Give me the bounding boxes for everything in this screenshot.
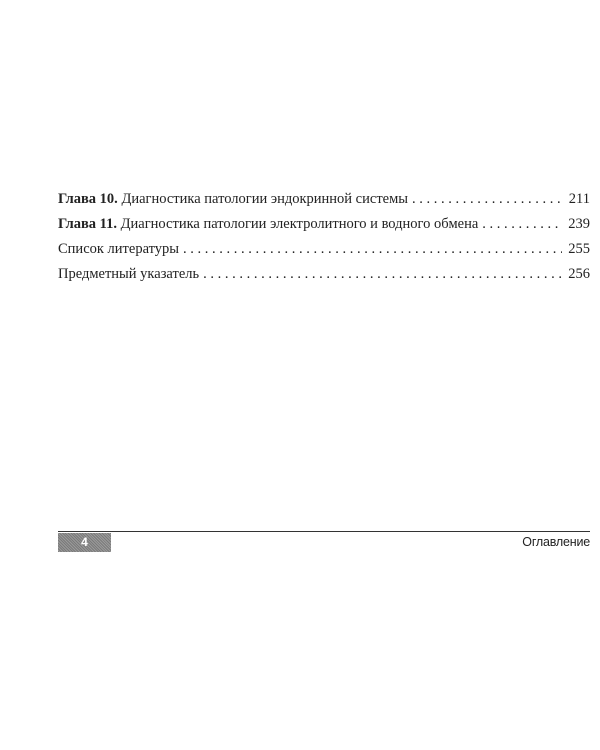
toc-entry-title: Диагностика патологии электролитного и водного обмена [120, 216, 479, 232]
dot-leader [482, 212, 562, 237]
toc-entry-page: 256 [568, 266, 590, 282]
dot-leader [183, 237, 562, 262]
dot-leader [203, 262, 562, 287]
toc-entry-title: Список литературы [58, 241, 180, 257]
toc-entry-page: 255 [568, 241, 590, 257]
toc-entry-chapter-10 [58, 187, 590, 212]
toc-entry-title: Диагностика патологии эндокринной системы [121, 191, 409, 207]
table-of-contents [58, 187, 590, 287]
dot-leader [412, 187, 562, 212]
running-title: Оглавление [522, 535, 590, 549]
toc-entry-title-wrap [58, 187, 408, 212]
page-number: 4 [58, 533, 111, 552]
chapter-label: Глава 11. [58, 216, 118, 232]
toc-entry-title-wrap [58, 212, 478, 237]
footer-rule [58, 531, 590, 532]
toc-entry-title: Предметный указатель [58, 266, 200, 282]
chapter-label: Глава 10. [58, 191, 118, 207]
toc-entry-page: 211 [568, 191, 590, 207]
toc-entry-chapter-11 [58, 212, 590, 237]
toc-entry-subject-index [58, 262, 590, 287]
toc-entry-page: 239 [568, 216, 590, 232]
toc-entry-bibliography [58, 237, 590, 262]
